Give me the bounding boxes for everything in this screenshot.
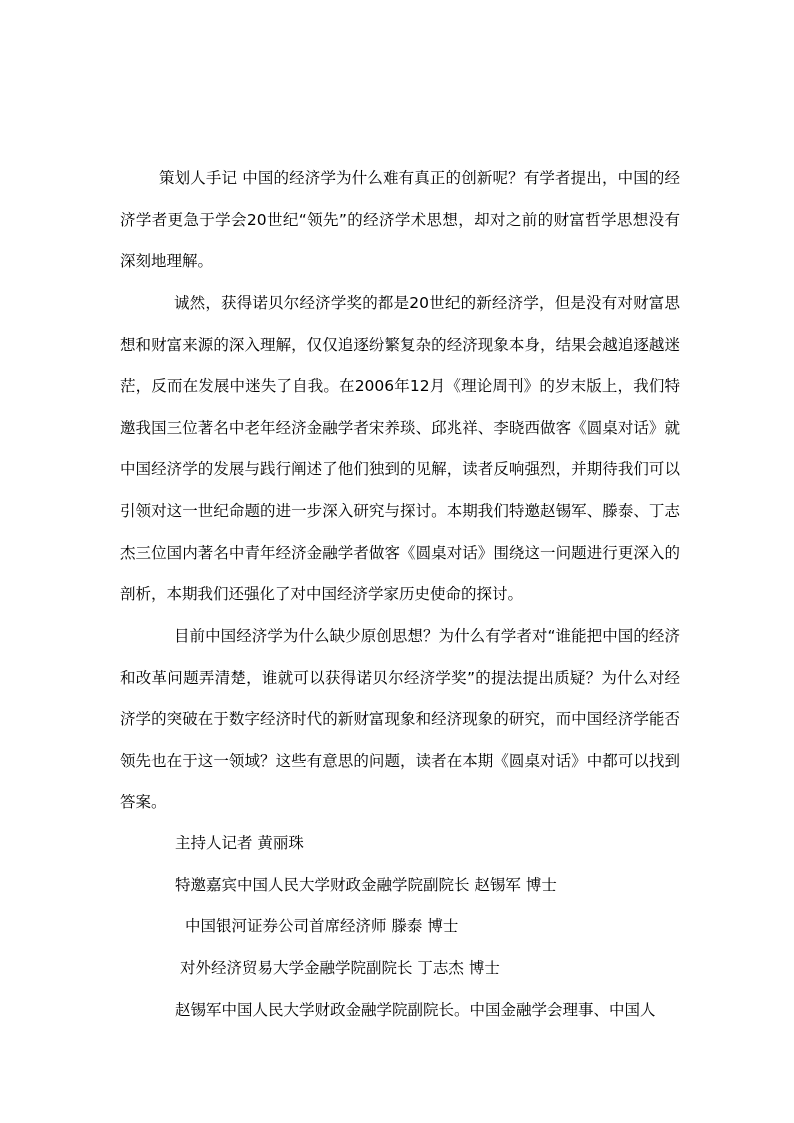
host-line: 主持人记者 黄丽珠: [175, 834, 304, 852]
intro-paragraph: 策划人手记 中国的经济学为什么难有真正的创新呢？有学者提出，中国的经济学者更急于学会20世纪“领先”的经济学术思想，却对之前的财富哲学思想没有深刻地理解。: [120, 169, 680, 271]
body-paragraph-background: 诚然，获得诺贝尔经济学奖的都是20世纪的新经济学，但是没有对财富思想和财富来源的深入理解，仅仅追逐纷繁复杂的经济现象本身，结果会越追逐越迷茫，反而在发展中迷失了自我。在2006年12月《理论周刊》的岁末版上，我们特邀我国三位著名中老年经济金融学者宋养琰、邱兆祥、李晓西做客《圆桌对话》就中国经济学的发展与践行阐述了他们独到的见解，读者反响强烈，并期待我们可以引领对这一世纪命题的进一步深入研究与探讨。本期我们特邀赵锡军、滕泰、丁志杰三位国内著名中青年经济金融学者做客《圆桌对话》围绕这一问题进行更深入的剖析，本期我们还强化了对中国经济学家历史使命的探讨。: [120, 294, 680, 604]
guest-line-teng: 中国银河证券公司首席经济师 滕泰 博士: [185, 917, 459, 935]
guest-line-zhao: 特邀嘉宾中国人民大学财政金融学院副院长 赵锡军 博士: [175, 876, 557, 894]
bio-line-zhao: 赵锡军中国人民大学财政金融学院副院长。中国金融学会理事、中国人: [175, 1001, 656, 1019]
guest-line-ding: 对外经济贸易大学金融学院副院长 丁志杰 博士: [180, 959, 500, 977]
body-paragraph-questions: 目前中国经济学为什么缺少原创思想？为什么有学者对“谁能把中国的经济和改革问题弄清楚，谁就可以获得诺贝尔经济学奖”的提法提出质疑？为什么对经济学的突破在于数字经济时代的新财富现象和经济现象的研究，而中国经济学能否领先也在于这一领域？这些有意思的问题，读者在本期《圆桌对话》中都可以找到答案。: [120, 627, 680, 812]
